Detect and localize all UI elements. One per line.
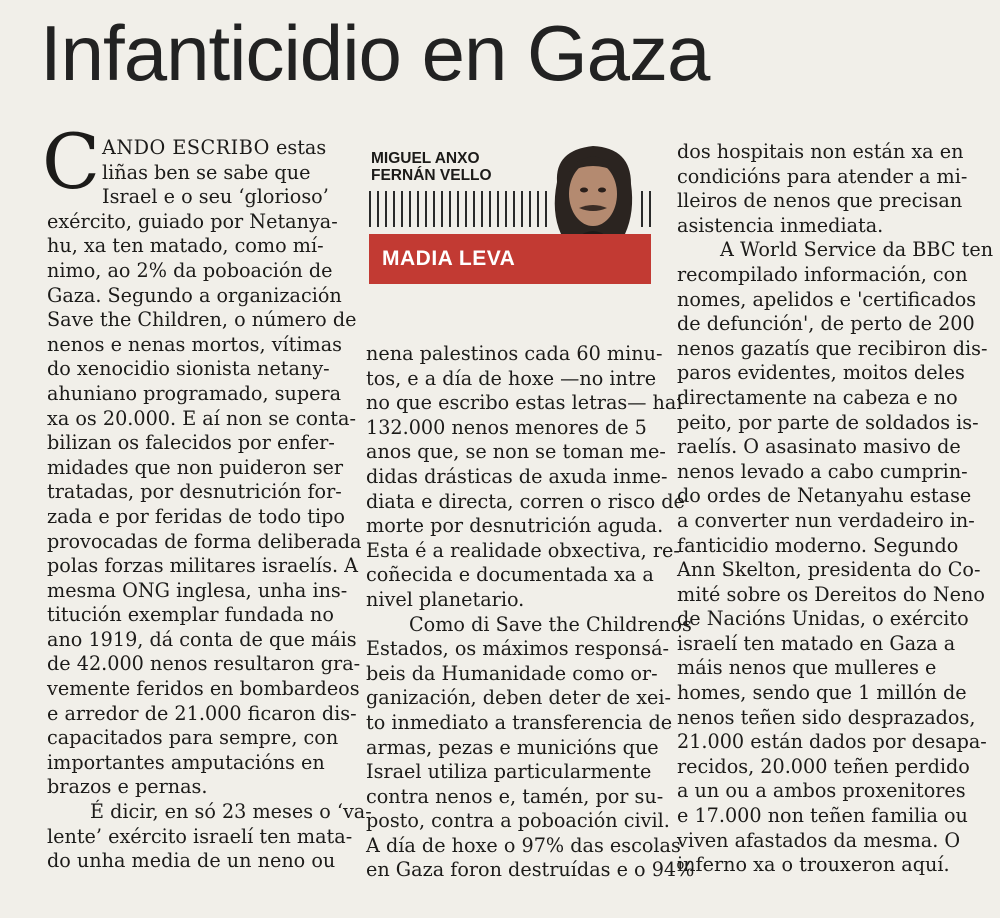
text-line: inferno xa o trouxeron aquí. — [677, 853, 950, 877]
section-label-bar — [369, 234, 651, 284]
text-line: paros evidentes, moitos deles — [677, 361, 965, 385]
text-line: condicións para atender a mi- — [677, 164, 968, 188]
text-line: armas, pezas e municións que — [366, 735, 659, 759]
text-line: xa os 20.000. E aí non se conta- — [47, 406, 356, 430]
text-line: coñecida e documentada xa a — [366, 563, 654, 587]
text-line: didas drásticas de axuda inme- — [366, 464, 668, 488]
byline-block — [369, 140, 651, 286]
text-line-rest: estas — [269, 136, 327, 159]
text-line: provocadas de forma deliberada — [47, 529, 362, 553]
text-line: morte por desnutrición aguda. — [366, 514, 664, 538]
text-line: viven afastados da mesma. O — [677, 828, 961, 852]
text-line: anos que, se non se toman me- — [366, 440, 666, 464]
text-line: bilizan os falecidos por enfer- — [47, 431, 335, 455]
text-line: tos, e a día de hoxe —no intre — [366, 366, 657, 390]
drop-cap: C — [42, 117, 101, 206]
author-name — [371, 150, 492, 184]
text-line: A World Service da BBC ten — [720, 238, 994, 262]
text-line: nimo, ao 2% da poboación de — [47, 258, 333, 282]
text-line: contra nenos e, tamén, por su- — [366, 784, 664, 808]
text-line — [47, 136, 352, 161]
text-line: en Gaza foron destruídas e o 94% — [366, 858, 695, 882]
text-line: dos hospitais non están xa en — [677, 140, 964, 163]
text-line: Ann Skelton, presidenta do Co- — [677, 558, 981, 582]
text-line: Esta é a realidade obxectiva, re- — [366, 538, 680, 562]
text-line: liñas ben se sabe que — [102, 160, 311, 184]
text-line: recompilado información, con — [677, 262, 968, 286]
text-line: e 17.000 non teñen familia ou — [677, 804, 968, 828]
author-portrait-image — [547, 142, 639, 238]
text-line: raelís. O asasinato masivo de — [677, 435, 961, 459]
text-line: capacitados para sempre, con — [47, 726, 339, 750]
text-line: nomes, apelidos e 'certificados — [677, 287, 977, 311]
article-column-1 — [47, 136, 372, 874]
text-line: do ordes de Netanyahu estase — [677, 484, 972, 508]
text-line: lleiros de nenos que precisan — [677, 189, 963, 213]
text-line: ganización, deben deter de xei- — [366, 686, 671, 710]
text-line: peito, por parte de soldados is- — [677, 410, 979, 434]
text-line: Como di Save the Childrenos — [409, 612, 692, 636]
text-line: de defunción', de perto de 200 — [677, 312, 975, 336]
text-line: nenos teñen sido desprazados, — [677, 705, 976, 729]
text-line: homes, sendo que 1 millón de — [677, 681, 967, 705]
text-line: nenos e nenas mortos, vítimas — [47, 332, 343, 356]
article-column-2 — [366, 342, 695, 883]
text-line: asistencia inmediata. — [677, 213, 884, 237]
text-line: Israel utiliza particularmente — [366, 760, 652, 784]
article-column-3 — [677, 140, 994, 878]
text-line: diata e directa, corren o risco de — [366, 489, 685, 513]
author-name-line-2: FERNÁN VELLO — [371, 167, 492, 184]
text-line: directamente na cabeza e no — [677, 385, 958, 409]
text-line: israelí ten matado en Gaza a — [677, 631, 956, 655]
text-line: fanticidio moderno. Segundo — [677, 533, 959, 557]
text-line: mité sobre os Dereitos do Neno — [677, 582, 985, 606]
text-line: Save the Children, o número de — [47, 308, 357, 332]
text-line: zada e por feridas de todo tipo — [47, 504, 345, 528]
text-line: É dicir, en só 23 meses o ‘va- — [90, 800, 372, 824]
text-line: a converter nun verdadeiro in- — [677, 508, 975, 532]
text-line: Gaza. Segundo a organización — [47, 283, 342, 307]
text-line: ahuniano programado, supera — [47, 381, 342, 405]
text-line: 21.000 están dados por desapa- — [677, 730, 987, 754]
text-line: ano 1919, dá conta de que máis — [47, 627, 357, 651]
text-line: mesma ONG inglesa, unha ins- — [47, 578, 348, 602]
text-line: de 42.000 nenos resultaron gra- — [47, 652, 361, 676]
text-line: no que escribo estas letras— hai — [366, 391, 683, 415]
text-line: máis nenos que mulleres e — [677, 656, 937, 680]
text-line: a un ou a ambos proxenitores — [677, 779, 966, 803]
headline: Infanticidio en Gaza — [40, 9, 710, 97]
text-line: e arredor de 21.000 ficaron dis- — [47, 701, 357, 725]
text-line: brazos e pernas. — [47, 775, 208, 799]
text-line: hu, xa ten matado, como mí- — [47, 234, 324, 258]
text-line: nena palestinos cada 60 minu- — [366, 342, 663, 365]
text-line: to inmediato a transferencia de — [366, 710, 673, 734]
lead-in-smallcaps: ANDO ESCRIBO — [102, 136, 270, 159]
text-line: lente’ exército israelí ten mata- — [47, 824, 353, 848]
text-line: do xenocidio sionista netany- — [47, 357, 330, 381]
text-line: 132.000 nenos menores de 5 — [366, 415, 647, 439]
text-line: exército, guiado por Netanya- — [47, 209, 338, 233]
text-line: tratadas, por desnutrición for- — [47, 480, 342, 504]
text-line: nivel planetario. — [366, 587, 525, 611]
text-line: importantes amputacións en — [47, 750, 325, 774]
text-line: recidos, 20.000 teñen perdido — [677, 754, 970, 778]
text-line: nenos gazatís que recibiron dis- — [677, 336, 988, 360]
text-line: titución exemplar fundada no — [47, 603, 334, 627]
text-line: nenos levado a cabo cumprin- — [677, 459, 968, 483]
text-line: Israel e o seu ‘glorioso’ — [102, 185, 329, 209]
text-line: vemente feridos en bombardeos — [47, 677, 360, 701]
text-line: posto, contra a poboación civil. — [366, 809, 670, 833]
text-line: A día de hoxe o 97% das escolas — [366, 833, 681, 857]
text-line: do unha media de un neno ou — [47, 849, 336, 873]
text-line: de Nacións Unidas, o exército — [677, 607, 969, 631]
author-name-line-1: MIGUEL ANXO — [371, 150, 480, 167]
text-line: polas forzas militares israelís. A — [47, 554, 359, 578]
text-line: Estados, os máximos responsá- — [366, 637, 669, 661]
section-label: MADIA LEVA — [382, 247, 516, 270]
text-line: beis da Humanidade como or- — [366, 661, 658, 685]
text-line: midades que non puideron ser — [47, 455, 344, 479]
